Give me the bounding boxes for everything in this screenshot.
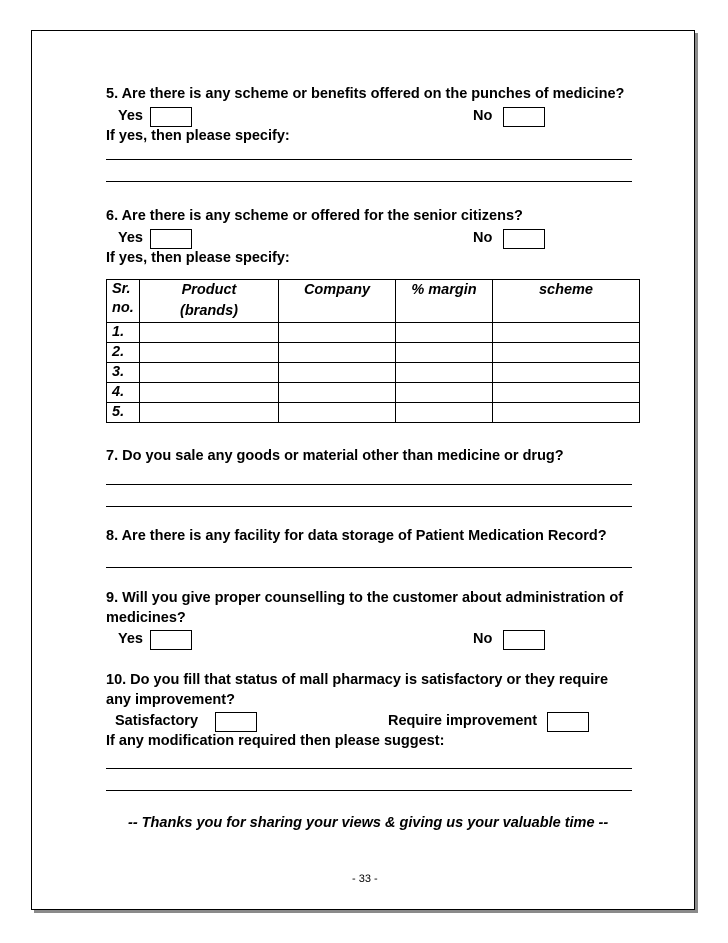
q5-answer-line-2[interactable] [106, 181, 632, 182]
company-cell[interactable] [279, 383, 396, 403]
table-row [107, 343, 640, 363]
q9-yes-checkbox[interactable] [150, 630, 192, 650]
q9-question-line-1: 9. Will you give proper counselling to the customer about administration of [106, 590, 624, 606]
q6-question: 6. Are there is any scheme or offered for the senior citizens? [106, 208, 523, 224]
header-company: Company [279, 280, 396, 323]
table-row [107, 403, 640, 423]
scheme-table [106, 279, 640, 423]
q6-no-checkbox[interactable] [503, 229, 545, 249]
scheme-cell[interactable] [493, 383, 640, 403]
q6-specify-label: If yes, then please specify: [106, 250, 290, 266]
table-row [107, 323, 640, 343]
row-number: 5. [107, 403, 140, 423]
q8-question: 8. Are there is any facility for data storage of Patient Medication Record? [106, 528, 607, 544]
page-number: - 33 - [352, 873, 378, 885]
company-cell[interactable] [279, 403, 396, 423]
q10-require-improvement-checkbox[interactable] [547, 712, 589, 732]
q9-yes-label: Yes [118, 631, 143, 647]
scheme-cell[interactable] [493, 403, 640, 423]
header-sr-no: Sr. no. [107, 280, 140, 323]
q10-satisfactory-label: Satisfactory [115, 713, 199, 729]
company-cell[interactable] [279, 343, 396, 363]
header-scheme: scheme [493, 280, 640, 323]
header-product: Product (brands) [140, 280, 279, 323]
q5-no-label: No [473, 108, 493, 124]
q7-answer-line-2[interactable] [106, 506, 632, 507]
q9-no-label: No [473, 631, 493, 647]
margin-cell[interactable] [396, 363, 493, 383]
margin-cell[interactable] [396, 323, 493, 343]
q5-no-checkbox[interactable] [503, 107, 545, 127]
margin-cell[interactable] [396, 343, 493, 363]
q7-answer-line-1[interactable] [106, 484, 632, 485]
q10-satisfactory-checkbox[interactable] [215, 712, 257, 732]
table-row [107, 363, 640, 383]
q10-suggest-label: If any modification required then please suggest: [106, 733, 445, 749]
q10-answer-line-1[interactable] [106, 768, 632, 769]
company-cell[interactable] [279, 323, 396, 343]
q10-require-improvement-label: Require improvement [388, 713, 538, 729]
row-number: 4. [107, 383, 140, 403]
row-number: 2. [107, 343, 140, 363]
product-cell[interactable] [140, 383, 279, 403]
q6-no-label: No [473, 230, 493, 246]
thanks-message: -- Thanks you for sharing your views & giving us your valuable time -- [128, 815, 609, 831]
q5-specify-label: If yes, then please specify: [106, 128, 290, 144]
table-row [107, 383, 640, 403]
q5-yes-label: Yes [118, 108, 143, 124]
product-cell[interactable] [140, 343, 279, 363]
scheme-cell[interactable] [493, 323, 640, 343]
q6-yes-label: Yes [118, 230, 143, 246]
margin-cell[interactable] [396, 383, 493, 403]
scheme-cell[interactable] [493, 343, 640, 363]
q9-question-line-2: medicines? [106, 610, 186, 626]
table-header-row [107, 280, 640, 323]
q10-question-line-2: any improvement? [106, 692, 235, 708]
q10-question-line-1: 10. Do you fill that status of mall pharmacy is satisfactory or they require [106, 672, 609, 688]
product-cell[interactable] [140, 323, 279, 343]
header-margin: % margin [396, 280, 493, 323]
row-number: 1. [107, 323, 140, 343]
product-cell[interactable] [140, 363, 279, 383]
product-cell[interactable] [140, 403, 279, 423]
q5-answer-line-1[interactable] [106, 159, 632, 160]
q6-yes-checkbox[interactable] [150, 229, 192, 249]
q5-yes-checkbox[interactable] [150, 107, 192, 127]
q9-no-checkbox[interactable] [503, 630, 545, 650]
q8-answer-line[interactable] [106, 567, 632, 568]
q10-answer-line-2[interactable] [106, 790, 632, 791]
scheme-cell[interactable] [493, 363, 640, 383]
margin-cell[interactable] [396, 403, 493, 423]
page-border [31, 30, 695, 910]
q5-question: 5. Are there is any scheme or benefits offered on the punches of medicine? [106, 86, 625, 102]
row-number: 3. [107, 363, 140, 383]
company-cell[interactable] [279, 363, 396, 383]
q7-question: 7. Do you sale any goods or material other than medicine or drug? [106, 448, 564, 464]
